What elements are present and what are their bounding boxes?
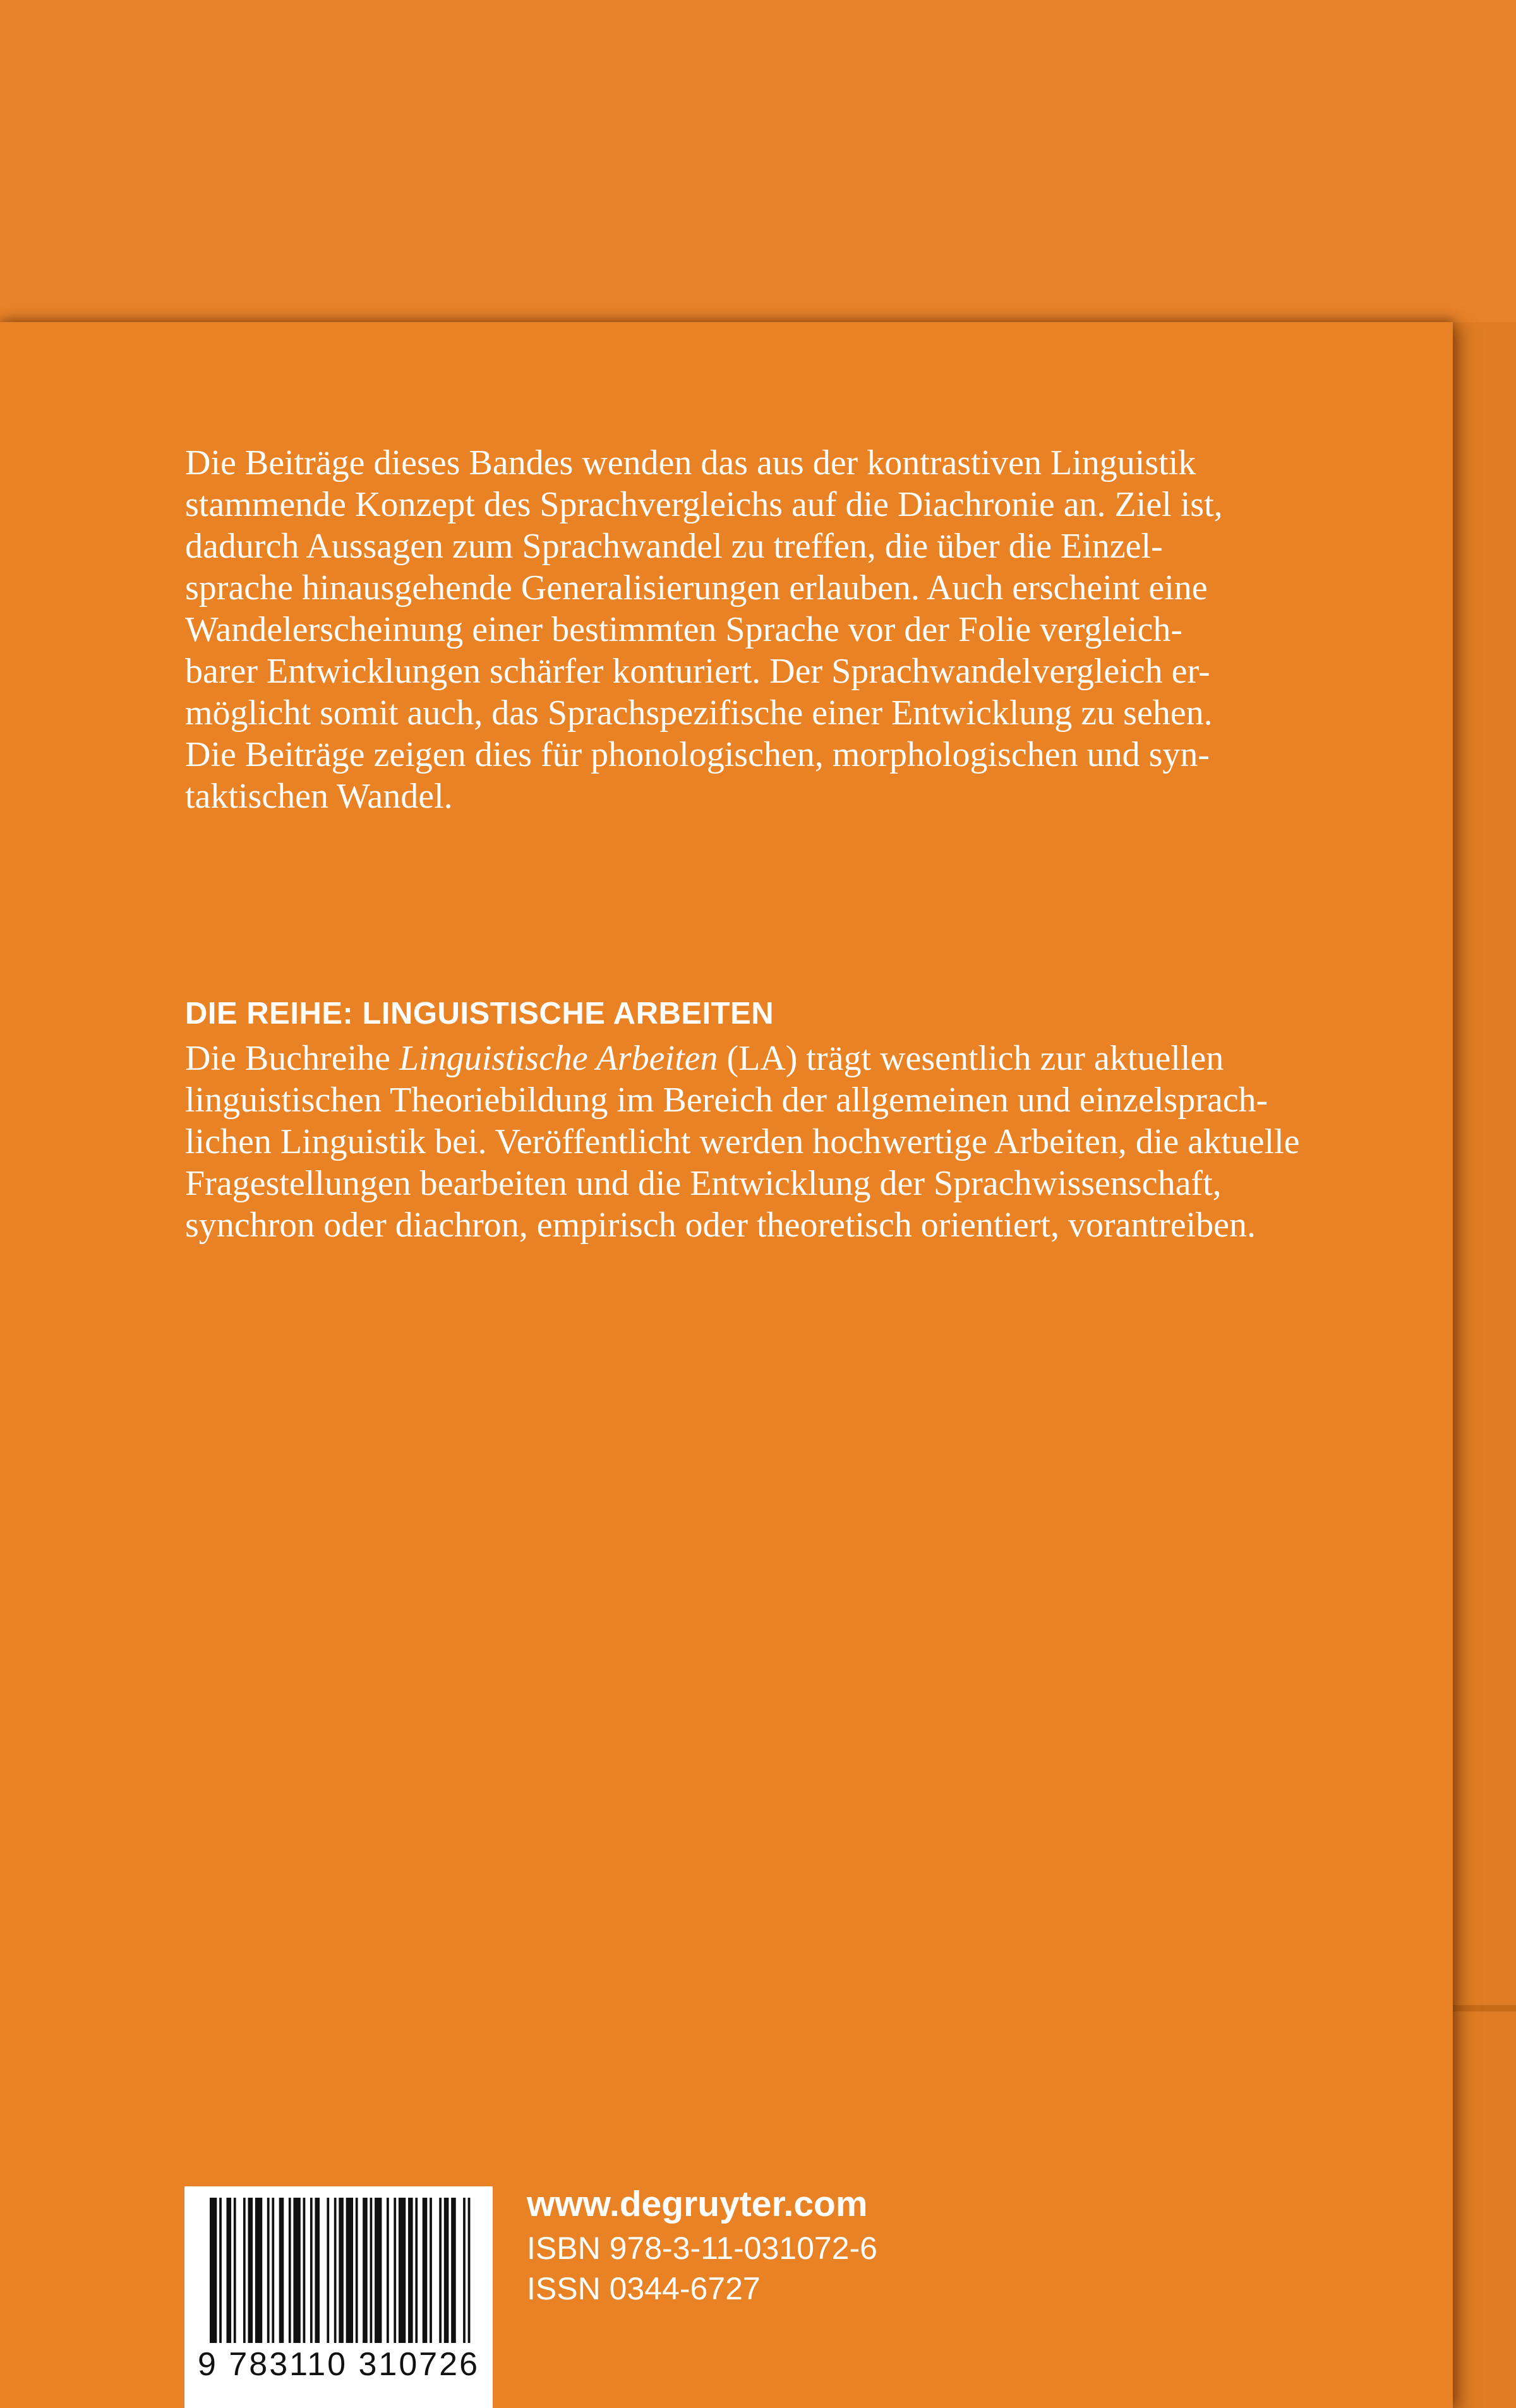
barcode-bar <box>408 2198 413 2343</box>
barcode-digits: 9 783110 310726 <box>198 2346 479 2383</box>
publisher-website[interactable]: www.degruyter.com <box>527 2184 868 2224</box>
issn-number: ISSN 0344-6727 <box>527 2271 761 2306</box>
right-flap-edge <box>1453 322 1516 2408</box>
barcode-bar <box>303 2198 306 2343</box>
barcode-bar <box>234 2198 236 2343</box>
top-background-band <box>0 0 1516 322</box>
barcode-bar <box>243 2198 246 2343</box>
blurb-line: dadurch Aussagen zum Sprachwandel zu treffen, die über die Einzel- <box>185 527 1163 566</box>
barcode-bar <box>327 2198 329 2343</box>
blurb-line: möglicht somit auch, das Sprachspezifische einer Entwicklung zu sehen. <box>185 693 1213 733</box>
barcode-bar <box>334 2198 337 2343</box>
barcode-bar <box>375 2198 382 2343</box>
barcode-bar <box>423 2198 428 2343</box>
barcode-bar <box>339 2198 344 2343</box>
publisher-info <box>527 2180 877 2309</box>
barcode-bar <box>289 2198 291 2343</box>
blurb-line: barer Entwicklungen schärfer konturiert. Der Sprachwandelvergleich er- <box>185 652 1210 691</box>
barcode-bar <box>394 2198 396 2343</box>
barcode-bar <box>219 2198 222 2343</box>
series-line: linguistischen Theoriebildung im Bereich der allgemeinen und einzelsprach- <box>185 1081 1268 1120</box>
series-line <box>185 1038 1272 1079</box>
barcode-bar <box>363 2198 368 2343</box>
barcode-bar <box>430 2198 432 2343</box>
blurb-line: stammende Konzept des Sprachvergleichs auf die Diachronie an. Ziel ist, <box>185 485 1223 524</box>
barcode <box>184 2186 493 2408</box>
series-heading: DIE REIHE: LINGUISTISCHE ARBEITEN <box>185 997 774 1031</box>
barcode-bar <box>346 2198 353 2343</box>
barcode-bar <box>315 2198 320 2343</box>
barcode-bar <box>444 2198 449 2343</box>
barcode-bar <box>370 2198 373 2343</box>
barcode-bar <box>399 2198 406 2343</box>
barcode-bar <box>248 2198 253 2343</box>
series-title: Linguistische Arbeiten <box>399 1039 718 1078</box>
barcode-bar <box>267 2198 270 2343</box>
barcode-bar <box>415 2198 418 2343</box>
barcode-bar <box>468 2198 471 2343</box>
barcode-bar <box>310 2198 313 2343</box>
blurb-line: sprache hinausgehende Generalisierungen erlauben. Auch erscheint eine <box>185 568 1208 608</box>
series-line: lichen Linguistik bei. Veröffentlicht werden hochwertige Arbeiten, die aktuelle <box>185 1122 1300 1161</box>
series-description <box>185 1038 1300 1246</box>
barcode-bar <box>226 2198 231 2343</box>
barcode-bar <box>293 2198 300 2343</box>
barcode-bar <box>279 2198 284 2343</box>
book-blurb <box>185 442 1259 817</box>
barcode-bar <box>272 2198 274 2343</box>
barcode-bar <box>451 2198 456 2343</box>
series-line-suffix: (LA) trägt wesentlich zur aktuellen <box>718 1039 1224 1078</box>
blurb-line: Wandelerscheinung einer bestimmten Sprache vor der Folie vergleich- <box>185 610 1183 649</box>
series-line: synchron oder diachron, empirisch oder theoretisch orientiert, vorantreiben. <box>185 1206 1256 1245</box>
series-line-prefix: Die Buchreihe <box>185 1039 399 1078</box>
blurb-line: taktischen Wandel. <box>185 777 453 816</box>
isbn-number: ISBN 978-3-11-031072-6 <box>527 2231 877 2266</box>
barcode-bar <box>255 2198 262 2343</box>
blurb-line: Die Beiträge dieses Bandes wenden das aus der kontrastiven Linguistik <box>185 443 1196 482</box>
blurb-line: Die Beiträge zeigen dies für phonologischen, morphologischen und syn- <box>185 735 1210 774</box>
barcode-bars <box>210 2198 475 2343</box>
barcode-bar <box>210 2198 217 2343</box>
barcode-bar <box>439 2198 442 2343</box>
barcode-bar <box>463 2198 466 2343</box>
flap-notch-line <box>1453 2005 1516 2011</box>
barcode-bar <box>387 2198 389 2343</box>
series-line: Fragestellungen bearbeiten und die Entwicklung der Sprachwissenschaft, <box>185 1164 1222 1203</box>
barcode-bar <box>356 2198 358 2343</box>
